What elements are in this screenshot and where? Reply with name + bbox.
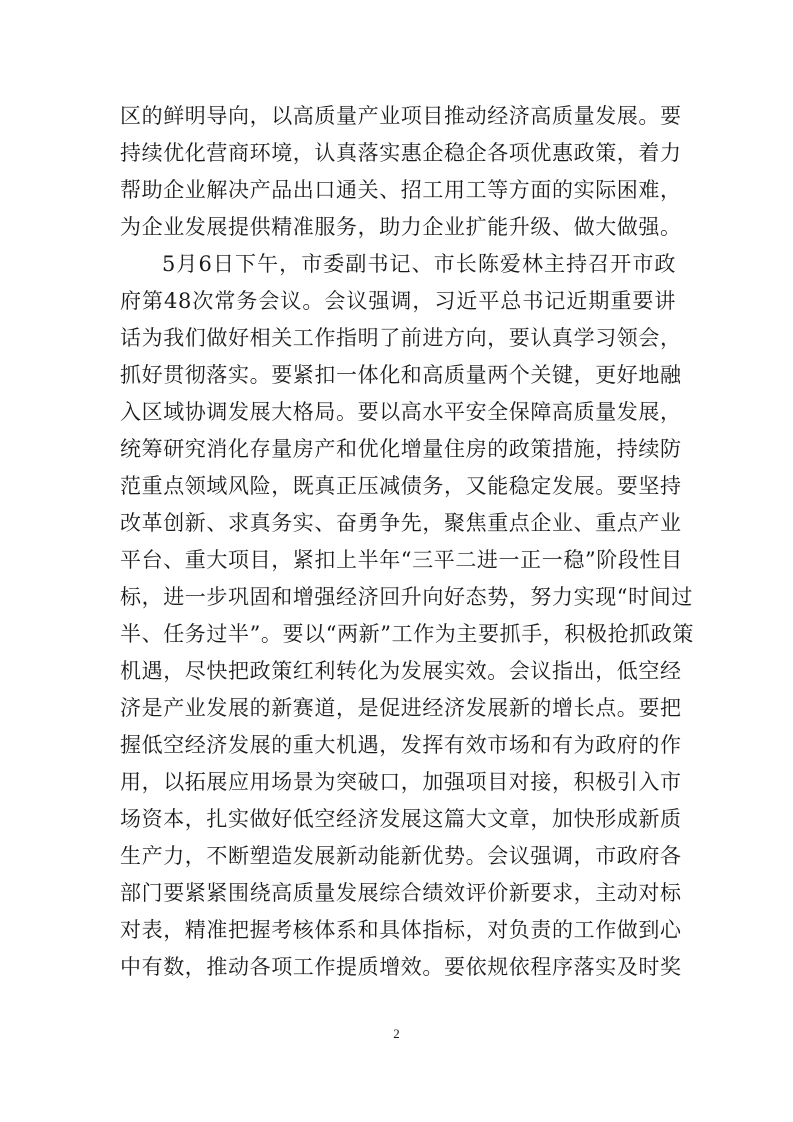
text-line: 用，以拓展应用场景为突破口，加强项目对接，积极引入市 [120, 770, 682, 794]
text-line: 府第48次常务会议。会议强调，习近平总书记近期重要讲 [120, 289, 676, 313]
text-line: 部门要紧紧围绕高质量发展综合绩效评价新要求，主动对标 [120, 881, 682, 905]
paragraph [120, 98, 682, 246]
text-line: 帮助企业解决产品出口通关、招工用工等方面的实际困难， [120, 178, 682, 202]
text-line: 生产力，不断塑造发展新动能新优势。会议强调，市政府各 [120, 844, 682, 868]
text-line: 范重点领域风险，既真正压减债务，又能稳定发展。要坚持 [120, 474, 682, 498]
text-line: 场资本，扎实做好低空经济发展这篇大文章，加快形成新质 [120, 807, 682, 831]
text-line: 抓好贯彻落实。要紧扣一体化和高质量两个关键，更好地融 [120, 363, 682, 387]
text-line: 入区域协调发展大格局。要以高水平安全保障高质量发展， [120, 400, 682, 424]
text-line: 5月6日下午，市委副书记、市长陈爱林主持召开市政 [162, 252, 676, 276]
text-line: 半、任务过半”。要以“两新”工作为主要抓手，积极抢抓政策 [120, 622, 695, 646]
text-line: 为企业发展提供精准服务，助力企业扩能升级、做大做强。 [120, 215, 682, 239]
page-number: 2 [393, 1026, 400, 1041]
text-line: 改革创新、求真务实、奋勇争先，聚焦重点企业、重点产业 [120, 511, 682, 535]
text-line: 区的鲜明导向，以高质量产业项目推动经济高质量发展。要 [120, 104, 682, 128]
paragraph [120, 246, 695, 986]
text-line: 统筹研究消化存量房产和优化增量住房的政策措施，持续防 [120, 437, 682, 461]
text-line: 中有数，推动各项工作提质增效。要依规依程序落实及时奖 [120, 955, 682, 979]
text-line: 对表，精准把握考核体系和具体指标，对负责的工作做到心 [120, 918, 682, 942]
text-line: 握低空经济发展的重大机遇，发挥有效市场和有为政府的作 [120, 733, 682, 757]
text-line: 济是产业发展的新赛道，是促进经济发展新的增长点。要把 [120, 696, 682, 720]
text-line: 话为我们做好相关工作指明了前进方向，要认真学习领会， [120, 326, 682, 350]
text-line: 机遇，尽快把政策红利转化为发展实效。会议指出，低空经 [120, 659, 682, 683]
text-line: 标，进一步巩固和增强经济回升向好态势，努力实现“时间过 [120, 585, 693, 609]
text-line: 平台、重大项目，紧扣上半年“三平二进一正一稳”阶段性目 [120, 548, 683, 572]
body-text [120, 98, 695, 986]
text-line: 持续优化营商环境，认真落实惠企稳企各项优惠政策，着力 [120, 141, 682, 165]
